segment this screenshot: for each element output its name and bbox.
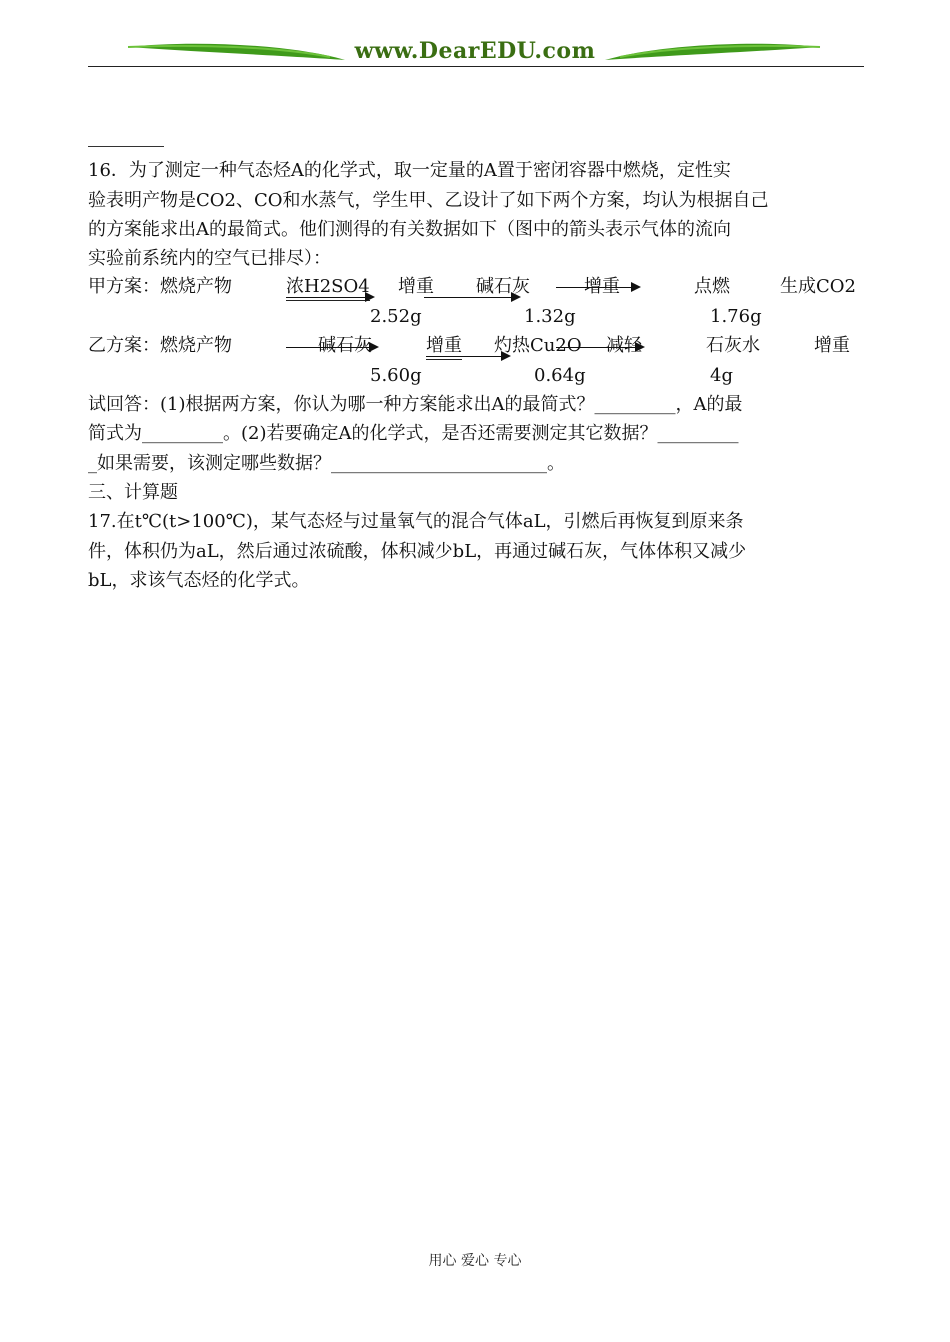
plan-yi-label: 乙方案：燃烧产物 <box>88 335 232 356</box>
page-header <box>0 0 950 70</box>
q16-line-1: 16．为了测定一种气态烃A的化学式，取一定量的A置于密闭容器中燃烧，定性实 <box>88 160 731 181</box>
plan-jia-label: 甲方案：燃烧产物 <box>88 276 232 297</box>
q16-line-4: 实验前系统内的空气已排尽）： <box>88 248 331 269</box>
plan-yi-value-2: 0.64g <box>534 365 586 386</box>
plan-yi-value-3: 4g <box>710 365 733 386</box>
q16-answer-line-3: _如果需要，该测定哪些数据？________________________。 <box>88 453 565 474</box>
page-footer: 用心 爱心 专心 <box>428 1253 522 1269</box>
plan-jia-step4: 增重 <box>584 276 620 297</box>
q17-line-2: 件，体积仍为aL，然后通过浓硫酸，体积减少bL，再通过碱石灰，气体体积又减少 <box>88 541 747 562</box>
arrow-right-icon <box>556 287 632 288</box>
plan-yi-value-1: 5.60g <box>370 365 422 386</box>
plan-yi-step3: 灼热Cu2O <box>494 335 582 356</box>
plan-yi-step5: 石灰水 <box>706 335 760 356</box>
q16-line-3: 的方案能求出A的最简式。他们测得的有关数据如下（图中的箭头表示气体的流向 <box>88 219 731 240</box>
plan-yi-step1: 碱石灰 <box>318 335 372 356</box>
q16-answer-line-1: 试回答：(1)根据两方案，你认为哪一种方案能求出A的最简式？_________，A的最 <box>88 394 743 415</box>
arrow-right-icon <box>424 297 512 298</box>
plan-jia-value-1: 2.52g <box>370 306 422 327</box>
arrow-right-icon <box>556 347 636 348</box>
plan-jia-step6: 生成CO2 <box>780 276 856 297</box>
arrow-right-icon <box>426 356 502 357</box>
plan-jia-step2: 增重 <box>398 276 434 297</box>
plan-yi-step2: 增重 <box>426 333 462 360</box>
plan-jia-value-2: 1.32g <box>524 306 576 327</box>
header-rule <box>88 66 864 67</box>
plan-jia-step3: 碱石灰 <box>476 276 530 297</box>
plan-yi-step4: 减轻 <box>606 335 642 356</box>
q17-line-3: bL，求该气态烃的化学式。 <box>88 570 310 591</box>
plan-jia-step1: 浓H2SO4 <box>286 274 370 301</box>
plan-yi-step6: 增重 <box>814 335 850 356</box>
answer-blank-line <box>88 146 164 147</box>
plan-jia-value-3: 1.76g <box>710 306 762 327</box>
site-name: www.DearEDU.com <box>354 38 596 64</box>
plan-jia-step5: 点燃 <box>694 276 730 297</box>
q17-line-1: 17.在t℃(t>100℃)，某气态烃与过量氧气的混合气体aL，引燃后再恢复到原来条 <box>88 511 744 532</box>
q16-line-2: 验表明产物是CO2、CO和水蒸气，学生甲、乙设计了如下两个方案，均认为根据自己 <box>88 190 769 211</box>
section-title: 三、计算题 <box>88 482 178 503</box>
q16-answer-line-2: 简式为_________。(2)若要确定A的化学式，是否还需要测定其它数据？_________ <box>88 423 739 444</box>
arrow-right-icon <box>286 297 366 298</box>
